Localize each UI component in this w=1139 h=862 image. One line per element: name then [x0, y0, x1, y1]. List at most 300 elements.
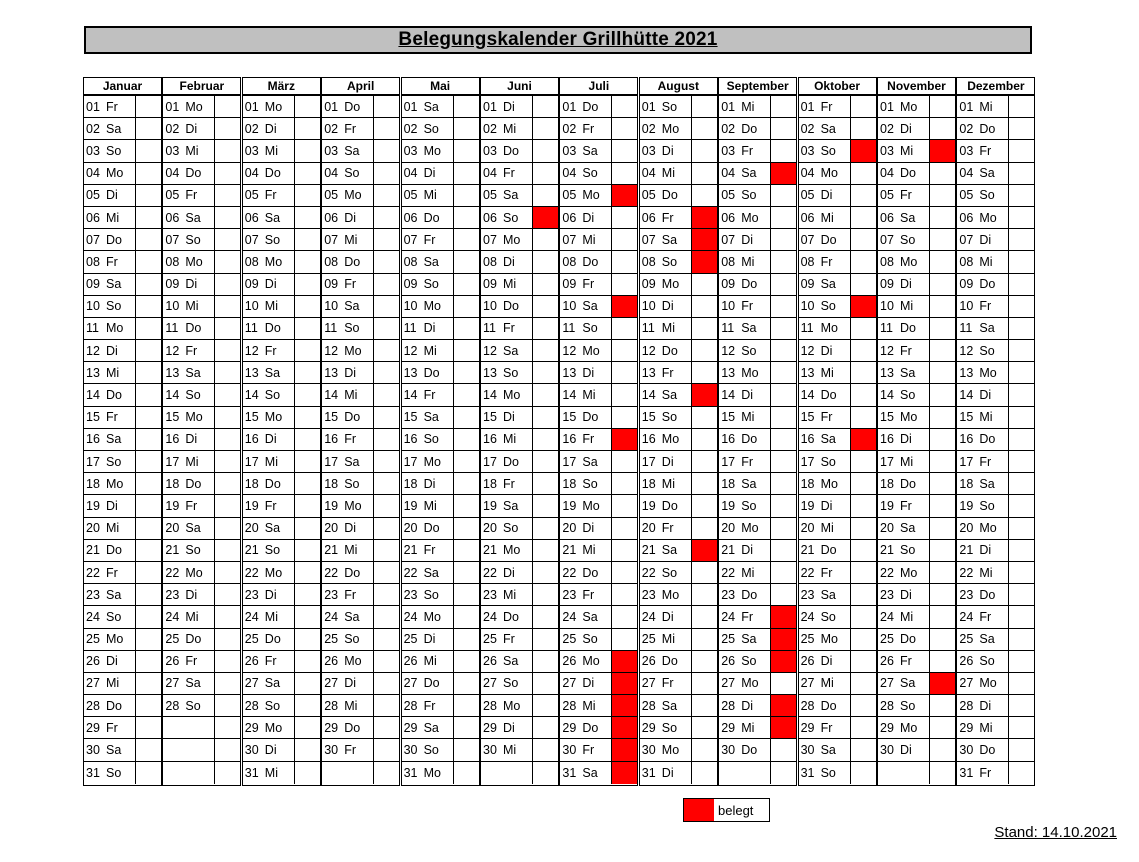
- day-number: 11: [324, 321, 338, 336]
- free-marker: [453, 629, 479, 650]
- day-number: 06: [86, 210, 100, 225]
- free-marker: [770, 140, 796, 161]
- free-marker: [691, 163, 717, 184]
- free-marker: [850, 163, 876, 184]
- free-marker: [453, 251, 479, 272]
- free-marker: [929, 96, 955, 117]
- day-cell: [163, 584, 240, 606]
- weekday-name: So: [979, 188, 995, 203]
- day-cell: [560, 584, 637, 606]
- title-bar: [84, 26, 1032, 54]
- day-cell: [481, 540, 558, 562]
- day-number: 27: [244, 676, 259, 691]
- day-cell: [957, 296, 1034, 318]
- free-marker: [929, 340, 955, 361]
- day-cell: [957, 495, 1034, 517]
- free-marker: [453, 207, 479, 228]
- day-number: 26: [562, 654, 577, 669]
- weekday-name: Sa: [900, 676, 916, 691]
- free-marker: [214, 274, 240, 295]
- day-cell: [719, 140, 796, 162]
- day-cell: [640, 362, 717, 384]
- day-cell: [402, 473, 479, 495]
- month-column: [639, 77, 718, 786]
- weekday-name: [183, 739, 214, 760]
- weekday-name: Mo: [741, 365, 759, 380]
- weekday-name: Sa: [264, 521, 281, 536]
- weekday-name: Do: [185, 476, 202, 491]
- free-marker: [532, 251, 558, 272]
- weekday-name: Mi: [820, 210, 834, 225]
- day-cell: [878, 185, 955, 207]
- weekday-name: Mi: [741, 410, 755, 425]
- free-marker: [532, 96, 558, 117]
- booked-marker: [611, 429, 637, 450]
- day-cell: [957, 251, 1034, 273]
- weekday-name: Mo: [423, 609, 441, 624]
- weekday-name: Di: [979, 698, 992, 713]
- stand-date: Stand: 14.10.2021: [994, 824, 1117, 841]
- weekday-name: Mi: [820, 676, 834, 691]
- day-number: 03: [800, 143, 815, 158]
- weekday-name: Mi: [185, 299, 199, 314]
- day-cell: [84, 451, 161, 473]
- free-marker: [294, 185, 320, 206]
- free-marker: [214, 695, 240, 716]
- day-number: 04: [880, 166, 894, 181]
- day-number: 18: [959, 476, 974, 491]
- day-cell: [719, 96, 796, 118]
- day-cell: [640, 540, 717, 562]
- free-marker: [294, 229, 320, 250]
- weekday-name: So: [106, 454, 122, 469]
- free-marker: [214, 606, 240, 627]
- day-cell: [243, 296, 320, 318]
- weekday-name: Fr: [106, 254, 118, 269]
- day-cell: [719, 229, 796, 251]
- day-cell: [322, 318, 399, 340]
- free-marker: [929, 584, 955, 605]
- weekday-name: Do: [979, 277, 996, 292]
- weekday-name: Fr: [820, 410, 833, 425]
- month-header: Mai: [402, 78, 479, 96]
- day-number: 09: [324, 277, 339, 292]
- free-marker: [135, 451, 161, 472]
- weekday-name: Di: [661, 299, 674, 314]
- free-marker: [214, 584, 240, 605]
- day-number: 23: [86, 587, 100, 602]
- day-cell: [878, 429, 955, 451]
- day-cell: [84, 562, 161, 584]
- day-number: 16: [483, 432, 497, 447]
- free-marker: [214, 629, 240, 650]
- free-marker: [1008, 251, 1034, 272]
- weekday-name: Do: [661, 188, 678, 203]
- month-column: [718, 77, 797, 786]
- day-number: 19: [959, 498, 974, 513]
- weekday-name: Di: [820, 343, 833, 358]
- day-number: 21: [562, 543, 577, 558]
- weekday-name: Di: [979, 543, 992, 558]
- booked-marker: [929, 673, 955, 694]
- day-number: 12: [403, 343, 418, 358]
- free-marker: [453, 296, 479, 317]
- weekday-name: Mo: [900, 254, 918, 269]
- free-marker: [135, 540, 161, 561]
- day-cell: [878, 296, 955, 318]
- weekday-name: Mi: [264, 454, 278, 469]
- weekday-name: Di: [264, 743, 277, 758]
- weekday-name: [183, 762, 214, 784]
- free-marker: [611, 163, 637, 184]
- day-number: 08: [165, 254, 180, 269]
- day-number: 12: [165, 343, 180, 358]
- weekday-name: So: [106, 143, 122, 158]
- day-number: 30: [800, 743, 815, 758]
- day-number: 15: [324, 410, 339, 425]
- day-number: 24: [403, 609, 418, 624]
- free-marker: [1008, 584, 1034, 605]
- day-number: 28: [165, 698, 180, 713]
- weekday-name: Di: [661, 609, 674, 624]
- day-cell: [481, 739, 558, 761]
- free-marker: [294, 495, 320, 516]
- booked-marker: [611, 695, 637, 716]
- weekday-name: Di: [741, 698, 753, 713]
- day-number: 09: [800, 277, 815, 292]
- day-cell: [719, 207, 796, 229]
- day-number: 28: [483, 698, 497, 713]
- free-marker: [1008, 473, 1034, 494]
- day-cell: [957, 606, 1034, 628]
- weekday-name: Mo: [264, 565, 283, 580]
- day-cell: [640, 673, 717, 695]
- weekday-name: Mo: [979, 676, 997, 691]
- day-number: 25: [959, 632, 974, 647]
- day-number: 15: [800, 410, 815, 425]
- weekday-name: Mo: [185, 565, 203, 580]
- weekday-name: Sa: [979, 321, 995, 336]
- day-cell: [878, 407, 955, 429]
- day-number: 31: [86, 765, 100, 780]
- day-number: 05: [165, 188, 180, 203]
- day-number: 20: [86, 521, 100, 536]
- day-cell: [84, 384, 161, 406]
- weekday-name: Mi: [661, 476, 675, 491]
- day-cell: [402, 296, 479, 318]
- day-cell: [878, 207, 955, 229]
- free-marker: [135, 318, 161, 339]
- day-cell: [481, 651, 558, 673]
- day-number: 29: [800, 720, 815, 735]
- day-number: 07: [324, 232, 339, 247]
- day-number: 08: [403, 254, 418, 269]
- day-number: 13: [483, 365, 497, 380]
- weekday-name: Di: [900, 587, 912, 602]
- free-marker: [611, 629, 637, 650]
- day-cell: [402, 229, 479, 251]
- day-cell: [84, 251, 161, 273]
- day-cell: [719, 606, 796, 628]
- day-cell: [243, 96, 320, 118]
- free-marker: [294, 96, 320, 117]
- day-cell: [163, 717, 240, 739]
- day-number: 03: [721, 143, 736, 158]
- free-marker: [135, 495, 161, 516]
- weekday-name: Do: [503, 143, 519, 158]
- weekday-name: Do: [900, 632, 916, 647]
- day-cell: [322, 140, 399, 162]
- day-cell: [163, 651, 240, 673]
- day-number: 28: [800, 698, 815, 713]
- weekday-name: Do: [503, 299, 519, 314]
- weekday-name: Do: [979, 587, 996, 602]
- weekday-name: Do: [979, 432, 996, 447]
- booked-marker: [850, 429, 876, 450]
- weekday-name: Mo: [820, 632, 838, 647]
- day-number: 31: [959, 765, 974, 780]
- free-marker: [294, 717, 320, 738]
- day-number: 15: [165, 410, 180, 425]
- day-number: 02: [721, 121, 736, 136]
- day-cell: [878, 739, 955, 761]
- day-cell: [84, 118, 161, 140]
- booked-marker: [611, 296, 637, 317]
- free-marker: [135, 673, 161, 694]
- day-number: 22: [800, 565, 815, 580]
- day-cell: [322, 518, 399, 540]
- day-cell: [481, 96, 558, 118]
- day-number: [719, 762, 739, 784]
- weekday-name: Di: [820, 654, 833, 669]
- free-marker: [532, 739, 558, 760]
- day-cell: [481, 207, 558, 229]
- weekday-name: Di: [423, 321, 436, 336]
- weekday-name: Mi: [106, 676, 120, 691]
- day-number: 11: [880, 321, 893, 336]
- weekday-name: Mo: [503, 388, 521, 403]
- weekday-name: Mo: [741, 676, 759, 691]
- day-number: 02: [959, 121, 974, 136]
- free-marker: [850, 451, 876, 472]
- booked-marker: [770, 629, 796, 650]
- month-column: [559, 77, 638, 786]
- weekday-name: Do: [741, 743, 758, 758]
- free-marker: [929, 540, 955, 561]
- weekday-name: Mo: [344, 343, 362, 358]
- day-number: 16: [880, 432, 894, 447]
- free-marker: [691, 318, 717, 339]
- day-cell: [243, 229, 320, 251]
- free-marker: [611, 118, 637, 139]
- day-cell: [957, 140, 1034, 162]
- day-cell: [481, 451, 558, 473]
- day-cell: [322, 251, 399, 273]
- free-marker: [373, 606, 399, 627]
- free-marker: [373, 762, 399, 784]
- day-number: 17: [165, 454, 180, 469]
- day-cell: [481, 318, 558, 340]
- day-number: 01: [562, 99, 577, 114]
- weekday-name: Di: [900, 277, 912, 292]
- day-cell: [957, 96, 1034, 118]
- free-marker: [532, 362, 558, 383]
- free-marker: [453, 362, 479, 383]
- free-marker: [373, 229, 399, 250]
- free-marker: [214, 362, 240, 383]
- day-number: 15: [562, 410, 577, 425]
- day-cell: [957, 540, 1034, 562]
- weekday-name: Mo: [423, 299, 441, 314]
- day-cell: [481, 495, 558, 517]
- free-marker: [532, 673, 558, 694]
- day-cell: [560, 251, 637, 273]
- day-number: 10: [959, 299, 974, 314]
- weekday-name: Mo: [344, 654, 362, 669]
- weekday-name: Do: [264, 166, 281, 181]
- day-cell: [322, 540, 399, 562]
- day-number: 24: [165, 609, 180, 624]
- weekday-name: Mo: [264, 99, 283, 114]
- day-number: 24: [641, 609, 656, 624]
- day-number: 13: [641, 365, 656, 380]
- day-number: 01: [324, 99, 339, 114]
- month-column: [321, 77, 400, 786]
- day-number: 25: [562, 632, 577, 647]
- free-marker: [850, 651, 876, 672]
- weekday-name: Fr: [503, 476, 515, 491]
- day-number: 27: [641, 676, 656, 691]
- weekday-name: Mi: [185, 454, 199, 469]
- day-cell: [640, 495, 717, 517]
- day-number: 08: [641, 254, 656, 269]
- day-cell: [560, 362, 637, 384]
- day-number: 03: [959, 143, 974, 158]
- day-cell: [878, 163, 955, 185]
- day-cell: [640, 296, 717, 318]
- day-cell: [402, 384, 479, 406]
- free-marker: [532, 340, 558, 361]
- free-marker: [611, 384, 637, 405]
- day-number: 24: [721, 609, 736, 624]
- weekday-name: Sa: [900, 521, 916, 536]
- weekday-name: Mi: [344, 388, 358, 403]
- free-marker: [691, 518, 717, 539]
- weekday-name: Mo: [185, 254, 203, 269]
- day-number: 20: [165, 521, 180, 536]
- day-number: 23: [880, 587, 894, 602]
- weekday-name: Sa: [900, 210, 916, 225]
- day-cell: [481, 118, 558, 140]
- free-marker: [770, 318, 796, 339]
- free-marker: [373, 207, 399, 228]
- free-marker: [453, 717, 479, 738]
- day-number: 11: [86, 321, 99, 336]
- day-number: 01: [959, 99, 974, 114]
- weekday-name: Di: [582, 521, 595, 536]
- weekday-name: Do: [582, 565, 599, 580]
- day-number: 10: [244, 299, 259, 314]
- day-number: [481, 762, 501, 784]
- weekday-name: Fr: [900, 654, 912, 669]
- free-marker: [770, 229, 796, 250]
- day-number: 19: [880, 498, 894, 513]
- day-cell: [719, 118, 796, 140]
- free-marker: [135, 251, 161, 272]
- day-number: 14: [800, 388, 815, 403]
- weekday-name: Mi: [503, 277, 517, 292]
- day-cell: [719, 318, 796, 340]
- day-cell: [163, 185, 240, 207]
- day-number: 20: [324, 521, 339, 536]
- free-marker: [214, 318, 240, 339]
- day-cell: [878, 606, 955, 628]
- weekday-name: Fr: [264, 188, 277, 203]
- day-cell: [402, 651, 479, 673]
- day-cell: [243, 762, 320, 784]
- day-number: 25: [880, 632, 894, 647]
- day-number: 10: [800, 299, 815, 314]
- day-number: 07: [403, 232, 418, 247]
- weekday-name: Do: [661, 498, 678, 513]
- day-cell: [322, 362, 399, 384]
- day-cell: [719, 451, 796, 473]
- day-number: 12: [244, 343, 259, 358]
- day-number: 26: [165, 654, 180, 669]
- month-header: November: [878, 78, 955, 96]
- day-cell: [878, 673, 955, 695]
- day-number: 26: [800, 654, 815, 669]
- free-marker: [770, 562, 796, 583]
- free-marker: [135, 340, 161, 361]
- free-marker: [135, 163, 161, 184]
- day-cell: [719, 629, 796, 651]
- free-marker: [214, 118, 240, 139]
- weekday-name: Mo: [185, 99, 203, 114]
- weekday-name: So: [503, 365, 519, 380]
- weekday-name: Mo: [900, 410, 918, 425]
- day-number: 12: [562, 343, 577, 358]
- free-marker: [1008, 229, 1034, 250]
- weekday-name: Mi: [423, 654, 437, 669]
- day-cell: [799, 185, 876, 207]
- day-number: 02: [324, 121, 339, 136]
- weekday-name: Mi: [582, 232, 596, 247]
- day-number: 13: [959, 365, 974, 380]
- day-cell: [878, 251, 955, 273]
- weekday-name: Di: [423, 166, 436, 181]
- day-cell: [799, 340, 876, 362]
- weekday-name: So: [820, 454, 836, 469]
- free-marker: [135, 629, 161, 650]
- free-marker: [929, 384, 955, 405]
- day-number: 08: [483, 254, 497, 269]
- weekday-name: Fr: [741, 609, 753, 624]
- day-cell: [799, 407, 876, 429]
- weekday-name: Mi: [185, 143, 199, 158]
- day-cell: [957, 451, 1034, 473]
- free-marker: [373, 473, 399, 494]
- day-number: 30: [483, 743, 497, 758]
- day-cell: [243, 207, 320, 229]
- weekday-name: So: [661, 410, 678, 425]
- weekday-name: Di: [264, 121, 277, 136]
- day-cell: [799, 584, 876, 606]
- free-marker: [214, 140, 240, 161]
- day-cell: [402, 207, 479, 229]
- free-marker: [850, 362, 876, 383]
- free-marker: [373, 695, 399, 716]
